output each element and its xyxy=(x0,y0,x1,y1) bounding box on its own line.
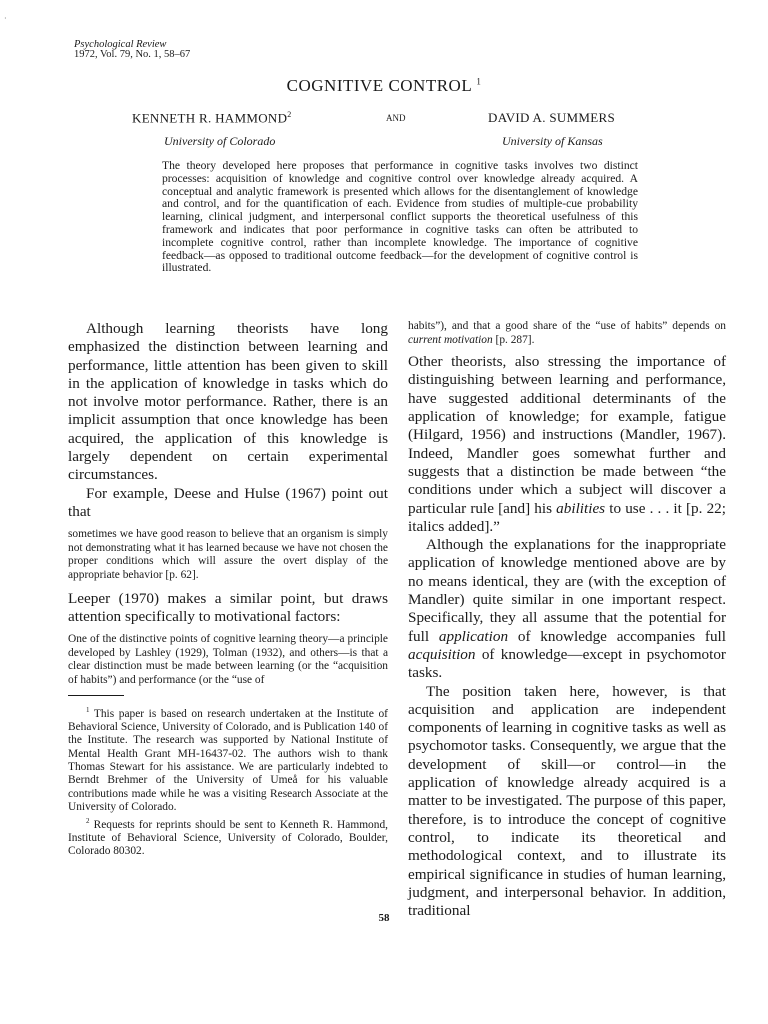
author-1-name: KENNETH R. HAMMOND xyxy=(132,110,288,126)
affiliation-2: University of Kansas xyxy=(502,134,603,148)
right-p1-end: to use . . . it [p. 22; italics added].” xyxy=(408,499,726,535)
right-p2-em1: application xyxy=(438,627,509,645)
footnote-1 xyxy=(68,704,388,815)
journal-volume: 1972, Vol. 79, No. 1, 58–67 xyxy=(74,49,191,60)
right-p1-em: abilities xyxy=(556,499,606,517)
footnote-2-text: Requests for reprints should be sent to Kenneth R. Hammond, Institute of Behavioral Science, University of Colorado, Boulder, Colorado 80302. xyxy=(68,818,388,858)
quote-cont-b: [p. 287]. xyxy=(492,333,535,346)
left-paragraph-2: For example, Deese and Hulse (1967) point out that xyxy=(68,484,388,520)
right-p1-text: Other theorists, also stressing the importance of distinguishing between learning and performance, have suggested additional determinants of the application of knowledge; for example, fatigue (Hilgard, 1956) and instructions (Mandler, 1967). Indeed, Mandler goes somewhat further and suggests that a distinction be made between “the conditions under which a subject will discover a particular rule [and] his xyxy=(408,353,726,517)
right-column xyxy=(408,320,726,920)
abstract: The theory developed here proposes that performance in cognitive tasks involves two distinct processes: acquisition of knowledge and cognitive control over knowledge already acquired. A conceptual and analytic framework is presented which allows for the disentanglement of knowledge and control, and for the quantification of each. Evidence from studies of multiple-cue probability learning, clinical judgment, and interpersonal conflict supports the theoretical usefulness of this framework and indicates that poor performance in cognitive tasks can often be attributed to incomplete cognitive control, rather than incomplete knowledge. The importance of cognitive feedback—as opposed to traditional outcome feedback—for the development of cognitive control is illustrated. xyxy=(162,159,638,275)
right-p2-b: of knowledge accompanies full xyxy=(508,627,726,645)
author-and: AND xyxy=(386,113,406,123)
right-paragraph-2 xyxy=(408,536,726,682)
right-p2-a: Although the explanations for the inappropriate application of knowledge mentioned above are by no means identical, they are (with the exception of Mandler) quite similar in one important respect. Specifically, they all assume that the potential for full xyxy=(408,536,726,645)
corner-mark: · xyxy=(4,14,7,23)
footnote-2 xyxy=(68,815,388,859)
quote-cont-a: habits”), and that a good share of the “use of habits” depends on xyxy=(408,320,726,332)
footnote-2-mark: 2 xyxy=(86,816,90,825)
right-paragraph-3: The position taken here, however, is that acquisition and application are independent components of learning in cognitive tasks as well as psychomotor tasks. Consequently, we argue that the development of skill—or control—in the application of knowledge already acquired is a matter to be investigated. The purpose of this paper, therefore, is to introduce the concept of cognitive control, to indicate its theoretical and methodological context, and to illustrate its empirical significance in studies of human learning, judgment, and interpersonal behavior. In addition, traditional xyxy=(408,682,726,920)
author-2 xyxy=(488,110,615,126)
right-p2-c: of knowledge—except in psychomotor tasks. xyxy=(408,645,726,682)
footnote-1-text: This paper is based on research undertaken at the Institute of Behavioral Science, University of Colorado, and is Publication 140 of the Institute. The research was supported by National Institute of Mental Health Grant MH-16437-02. The authors wish to thank Thomas Stewart for his assistance. We are particularly indebted to Berndt Brehmer of the University of Umeå for his valuable contributions made while he was a visiting Research Associate at the University of Colorado. xyxy=(68,707,388,814)
left-paragraph-3: Leeper (1970) makes a similar point, but draws attention specifically to motivational factors: xyxy=(68,589,388,625)
right-p2-em2: acquisition xyxy=(408,645,476,663)
paper-title xyxy=(0,76,768,96)
author-1-note: 2 xyxy=(287,110,292,119)
journal-citation xyxy=(74,40,190,60)
author-1 xyxy=(132,110,292,126)
block-quote-continued xyxy=(408,320,726,347)
left-paragraph-1: Although learning theorists have long emphasized the distinction between learning and performance, little attention has been given to skill in the application of knowledge in tasks which do not involve motor performance. Rather, there is an implicit assumption that once knowledge has been acquired, the application of this knowledge is largely dependent on certain experimental circumstances. xyxy=(68,320,388,484)
paper-title-text: COGNITIVE CONTROL xyxy=(286,76,472,95)
right-paragraph-1 xyxy=(408,353,726,536)
journal-name: Psychological Review xyxy=(74,39,167,50)
left-column xyxy=(68,320,388,859)
block-quote-leeper: One of the distinctive points of cognitive learning theory—a principle developed by Lashley (1929), Tolman (1932), and others—is that a clear distinction must be made between learning (or the “acquisition of habits”) and performance (or the “use of xyxy=(68,633,388,687)
author-2-name: DAVID A. SUMMERS xyxy=(488,110,616,125)
footnote-divider xyxy=(68,695,124,696)
footnote-1-mark: 1 xyxy=(86,705,90,714)
block-quote-deese: sometimes we have good reason to believe that an organism is simply not demonstrating what it has learned because we have not chosen the proper conditions which will assure the overt display of the appropriate behavior [p. 62]. xyxy=(68,528,388,582)
affiliation-1: University of Colorado xyxy=(164,134,276,148)
quote-cont-em: current motivation xyxy=(408,333,493,346)
title-footnote-mark: 1 xyxy=(476,76,482,87)
page-number: 58 xyxy=(378,912,390,924)
